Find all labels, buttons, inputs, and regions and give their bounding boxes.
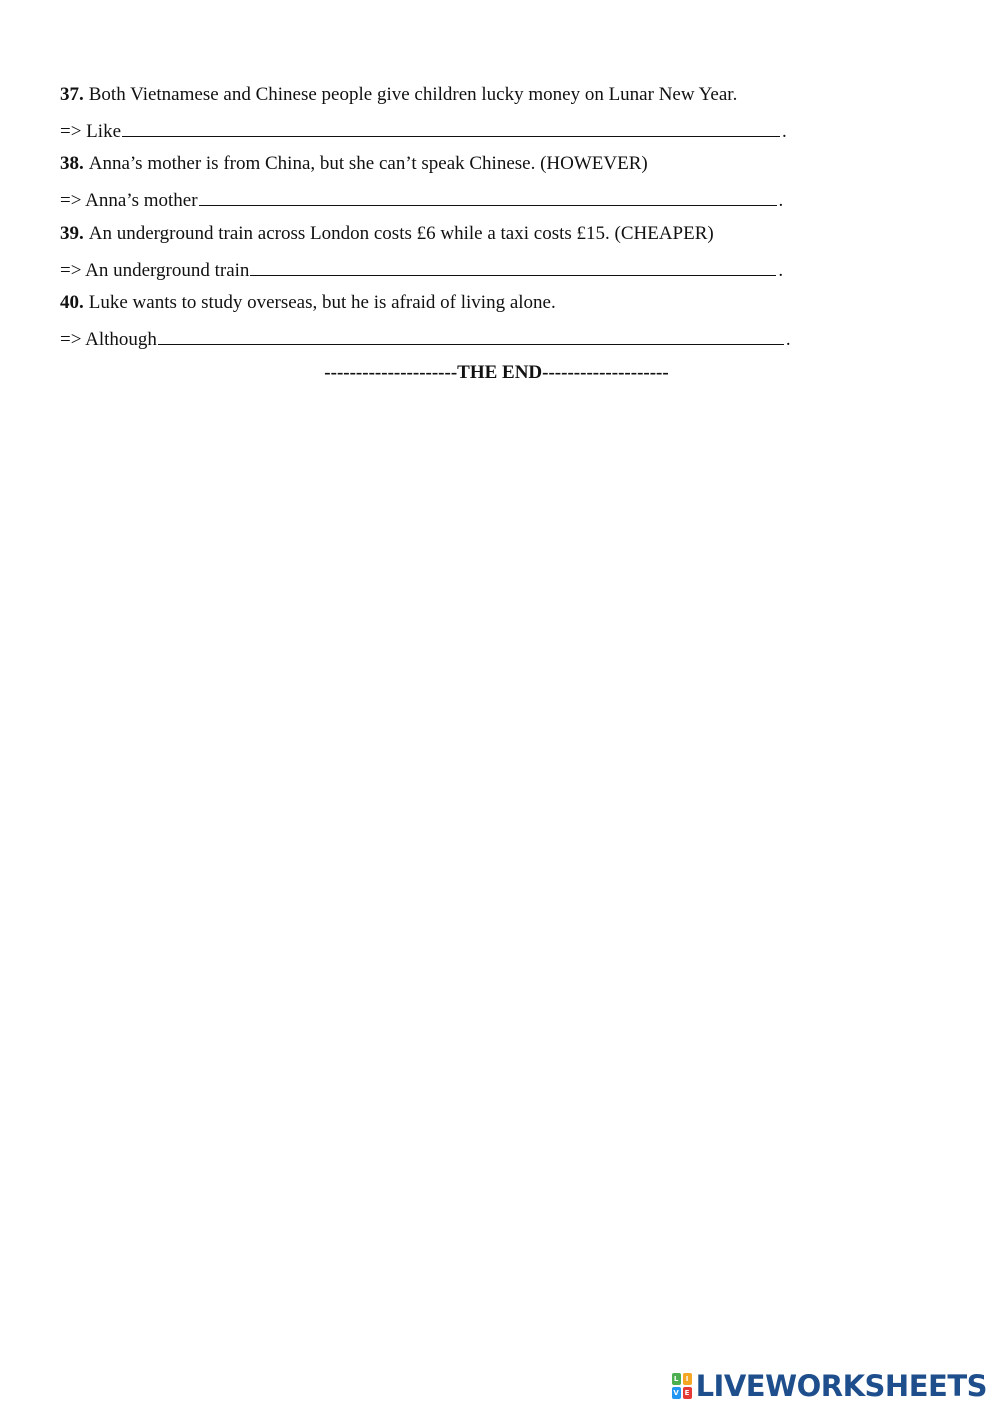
answer-period: . xyxy=(778,260,784,281)
logo-wordmark: LIVEWORKSHEETS xyxy=(695,1369,987,1403)
logo-icon-tile: I xyxy=(683,1373,692,1385)
question-prompt: Anna’s mother is from China, but she can’t speak Chinese. (HOWEVER) xyxy=(88,153,648,174)
logo-icon-tile: E xyxy=(683,1387,692,1399)
answer-40 xyxy=(60,326,791,352)
answer-period: . xyxy=(782,121,787,142)
answer-prefix: => Like xyxy=(60,121,121,142)
question-number: 37. xyxy=(60,84,84,105)
answer-period: . xyxy=(778,190,784,211)
answer-period: . xyxy=(785,329,791,350)
answer-39 xyxy=(60,257,783,283)
question-40 xyxy=(60,291,556,315)
answer-prefix: => Although xyxy=(60,329,157,350)
answer-38 xyxy=(60,187,783,213)
liveworksheets-logo[interactable] xyxy=(672,1368,987,1404)
answer-prefix: => An underground train xyxy=(60,260,250,281)
question-prompt: Luke wants to study overseas, but he is afraid of living alone. xyxy=(88,292,556,313)
answer-blank-37[interactable] xyxy=(122,118,780,137)
question-prompt: An underground train across London costs £6 while a taxi costs £15. (CHEAPER) xyxy=(88,223,714,244)
logo-icon-tile: L xyxy=(672,1373,681,1385)
answer-prefix: => Anna’s mother xyxy=(60,190,198,211)
question-number: 38. xyxy=(60,153,84,174)
answer-blank-38[interactable] xyxy=(199,187,777,206)
question-prompt: Both Vietnamese and Chinese people give children lucky money on Lunar New Year. xyxy=(88,84,738,105)
liveworksheets-logo-icon xyxy=(672,1373,692,1399)
question-39 xyxy=(60,222,714,246)
question-number: 39. xyxy=(60,223,84,244)
answer-blank-39[interactable] xyxy=(250,257,776,276)
end-marker: ---------------------THE END-------------------- xyxy=(324,362,669,383)
logo-icon-tile: V xyxy=(673,1389,679,1397)
answer-37 xyxy=(60,118,787,144)
question-number: 40. xyxy=(60,292,84,313)
answer-blank-40[interactable] xyxy=(158,326,784,345)
question-38 xyxy=(60,152,648,176)
question-37 xyxy=(60,83,737,107)
